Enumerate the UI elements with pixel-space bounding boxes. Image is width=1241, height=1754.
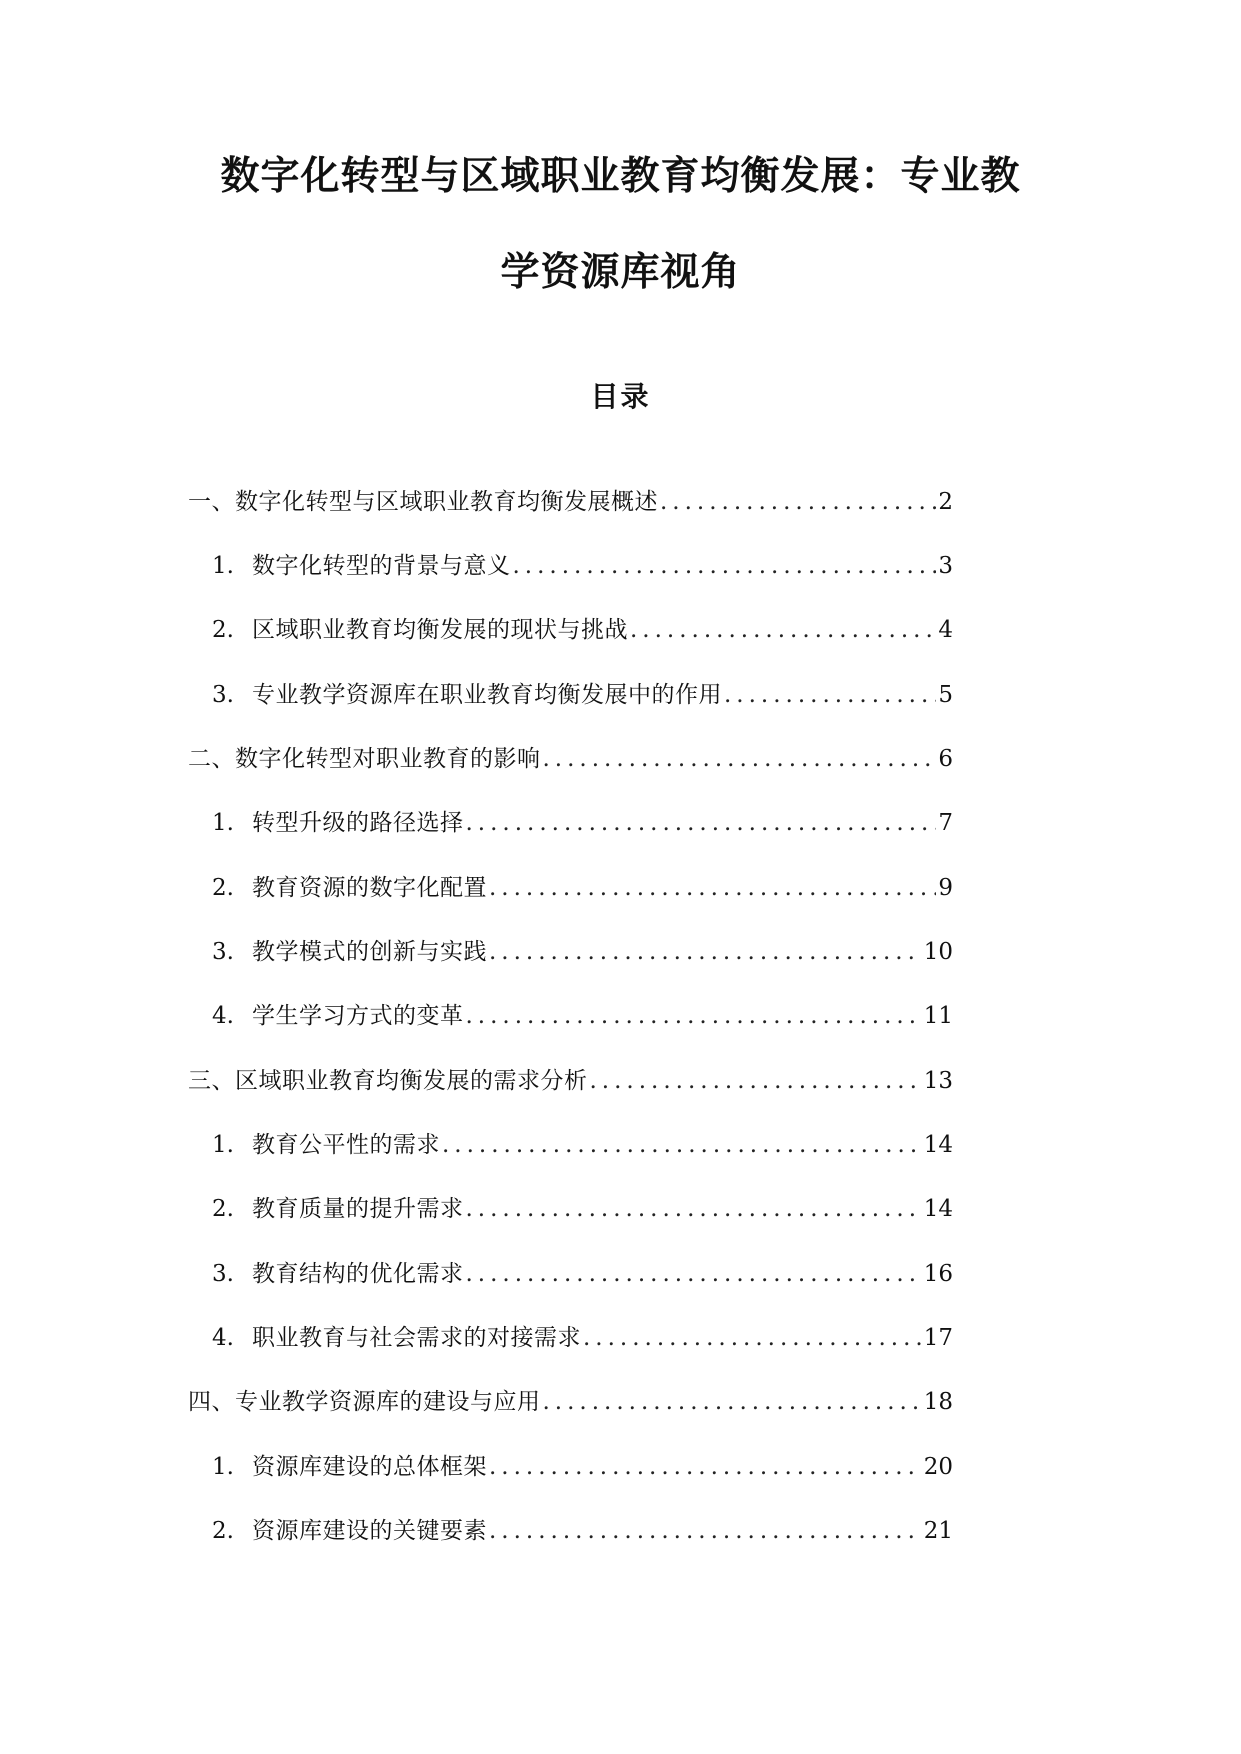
document-title-line-1: 数字化转型与区域职业教育均衡发展：专业教 bbox=[220, 154, 1021, 199]
toc-entry-2-2[interactable] bbox=[212, 868, 953, 908]
toc-page-number: 10 bbox=[923, 939, 953, 965]
toc-dot-leader bbox=[489, 1511, 922, 1551]
toc-page-number: 13 bbox=[923, 1068, 953, 1094]
document-title-line-2: 学资源库视角 bbox=[500, 250, 741, 295]
toc-page-number: 7 bbox=[938, 810, 953, 836]
toc-entry-text: 二、数字化转型对职业教育的影响 bbox=[188, 746, 541, 772]
toc-entry-text: 一、数字化转型与区域职业教育均衡发展概述 bbox=[188, 489, 658, 515]
toc-entry-text: 区域职业教育均衡发展的现状与挑战 bbox=[252, 617, 628, 643]
toc-entry-3-4[interactable] bbox=[212, 1318, 953, 1358]
toc-entry-text: 三、区域职业教育均衡发展的需求分析 bbox=[188, 1068, 588, 1094]
toc-dot-leader bbox=[590, 1061, 922, 1101]
toc-entry-3-3[interactable] bbox=[212, 1254, 953, 1294]
toc-entry-number: 3. bbox=[212, 682, 234, 708]
toc-dot-leader bbox=[489, 868, 936, 908]
toc-entry-number: 3. bbox=[212, 939, 234, 965]
toc-dot-leader bbox=[543, 739, 937, 779]
toc-entry-text: 资源库建设的总体框架 bbox=[252, 1454, 487, 1480]
toc-entry-4-2[interactable] bbox=[212, 1511, 953, 1551]
toc-entry-section-1[interactable] bbox=[188, 482, 953, 522]
toc-entry-text: 数字化转型的背景与意义 bbox=[252, 553, 511, 579]
toc-dot-leader bbox=[489, 1447, 922, 1487]
toc-entry-text: 职业教育与社会需求的对接需求 bbox=[252, 1325, 581, 1351]
toc-entry-1-2[interactable] bbox=[212, 610, 953, 650]
toc-entry-text: 教学模式的创新与实践 bbox=[252, 939, 487, 965]
toc-dot-leader bbox=[543, 1382, 922, 1422]
toc-page-number: 11 bbox=[923, 1003, 953, 1029]
toc-page-number: 21 bbox=[923, 1518, 953, 1544]
toc-dot-leader bbox=[466, 1254, 922, 1294]
toc-entry-3-2[interactable] bbox=[212, 1189, 953, 1229]
toc-entry-text: 转型升级的路径选择 bbox=[252, 810, 464, 836]
toc-entry-number: 4. bbox=[212, 1003, 234, 1029]
toc-entry-text: 教育资源的数字化配置 bbox=[252, 875, 487, 901]
toc-entry-text: 四、专业教学资源库的建设与应用 bbox=[188, 1389, 541, 1415]
toc-entry-number: 2. bbox=[212, 1196, 234, 1222]
toc-page-number: 18 bbox=[923, 1389, 953, 1415]
toc-entry-section-3[interactable] bbox=[188, 1061, 953, 1101]
toc-entry-1-1[interactable] bbox=[212, 546, 953, 586]
toc-dot-leader bbox=[660, 482, 936, 522]
toc-dot-leader bbox=[466, 1189, 922, 1229]
toc-dot-leader bbox=[442, 1125, 922, 1165]
toc-entry-number: 1. bbox=[212, 810, 234, 836]
toc-page-number: 14 bbox=[923, 1196, 953, 1222]
toc-entry-number: 1. bbox=[212, 553, 234, 579]
toc-entry-2-4[interactable] bbox=[212, 996, 953, 1036]
toc-entry-number: 2. bbox=[212, 617, 234, 643]
toc-dot-leader bbox=[466, 996, 922, 1036]
toc-dot-leader bbox=[489, 932, 922, 972]
toc-entry-1-3[interactable] bbox=[212, 675, 953, 715]
toc-page-number: 6 bbox=[938, 746, 953, 772]
toc-page-number: 20 bbox=[923, 1454, 953, 1480]
toc-entry-number: 1. bbox=[212, 1132, 234, 1158]
toc-page-number: 2 bbox=[938, 489, 953, 515]
toc-entry-number: 2. bbox=[212, 875, 234, 901]
toc-entry-number: 2. bbox=[212, 1518, 234, 1544]
toc-entry-section-2[interactable] bbox=[188, 739, 953, 779]
toc-entry-text: 资源库建设的关键要素 bbox=[252, 1518, 487, 1544]
toc-page-number: 16 bbox=[923, 1261, 953, 1287]
toc-entry-text: 学生学习方式的变革 bbox=[252, 1003, 464, 1029]
toc-entry-text: 专业教学资源库在职业教育均衡发展中的作用 bbox=[252, 682, 722, 708]
toc-dot-leader bbox=[583, 1318, 922, 1358]
toc-page-number: 9 bbox=[938, 875, 953, 901]
toc-entry-section-4[interactable] bbox=[188, 1382, 953, 1422]
toc-entry-text: 教育结构的优化需求 bbox=[252, 1261, 464, 1287]
toc-page-number: 5 bbox=[938, 682, 953, 708]
toc-entry-text: 教育公平性的需求 bbox=[252, 1132, 440, 1158]
toc-entry-3-1[interactable] bbox=[212, 1125, 953, 1165]
toc-entry-2-1[interactable] bbox=[212, 803, 953, 843]
toc-page-number: 3 bbox=[938, 553, 953, 579]
toc-entry-number: 4. bbox=[212, 1325, 234, 1351]
toc-page-number: 4 bbox=[938, 617, 953, 643]
toc-heading: 目录 bbox=[590, 380, 651, 413]
toc-dot-leader bbox=[630, 610, 936, 650]
toc-entry-2-3[interactable] bbox=[212, 932, 953, 972]
toc-dot-leader bbox=[724, 675, 936, 715]
toc-page-number: 14 bbox=[923, 1132, 953, 1158]
toc-entry-4-1[interactable] bbox=[212, 1447, 953, 1487]
toc-entry-text: 教育质量的提升需求 bbox=[252, 1196, 464, 1222]
toc-dot-leader bbox=[466, 803, 937, 843]
toc-page-number: 17 bbox=[923, 1325, 953, 1351]
toc-dot-leader bbox=[513, 546, 937, 586]
toc-entry-number: 3. bbox=[212, 1261, 234, 1287]
toc-entry-number: 1. bbox=[212, 1454, 234, 1480]
